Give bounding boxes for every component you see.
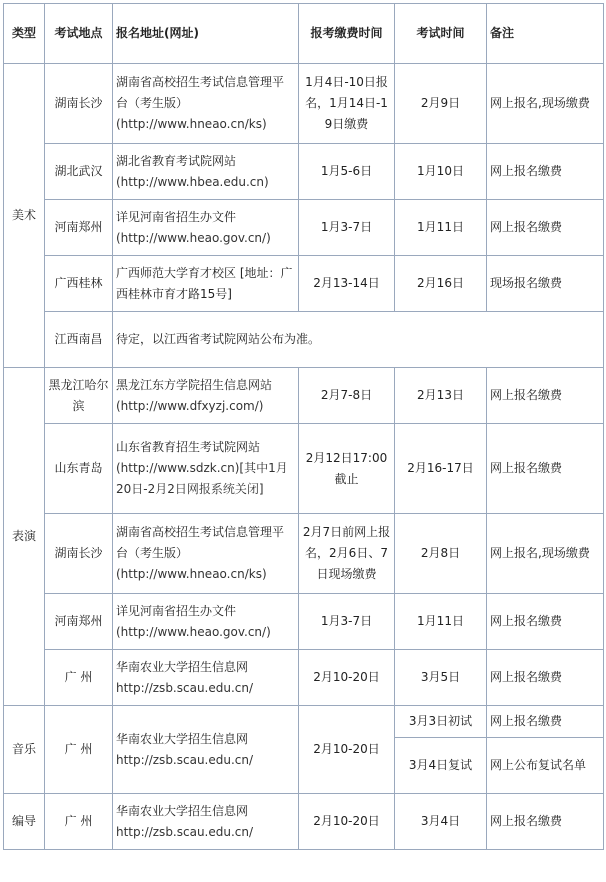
fee-time-cell: 1月3-7日: [299, 594, 395, 650]
location-cell: 广西桂林: [45, 256, 113, 312]
address-cell: [113, 368, 299, 424]
exam-time-cell: 2月16-17日: [395, 424, 487, 514]
exam-time-cell: 2月9日: [395, 64, 487, 144]
address-text: 华南农业大学招生信息网: [116, 803, 249, 818]
fee-time-cell: 1月4日-10日报名，1月14日-19日缴费: [299, 64, 395, 144]
location-cell: 广 州: [45, 706, 113, 794]
address-url: (http://www.hbea.edu.cn): [116, 174, 269, 189]
category-cell: 表演: [4, 368, 45, 706]
fee-time-cell: 2月10-20日: [299, 650, 395, 706]
location-cell: 河南郑州: [45, 200, 113, 256]
header-note: 备注: [487, 4, 604, 64]
address-url: http://zsb.scau.edu.cn/: [116, 824, 254, 839]
location-cell: 湖北武汉: [45, 144, 113, 200]
table-row: [4, 594, 604, 650]
address-cell: 待定，以江西省考试院网站公布为准。: [113, 312, 604, 368]
address-text: 山东省教育招生考试院网站: [116, 440, 261, 454]
address-text: 黑龙江东方学院招生信息网站: [116, 377, 273, 392]
address-cell: [113, 144, 299, 200]
exam-time-cell: 3月5日: [395, 650, 487, 706]
exam-time-cell: 1月11日: [395, 594, 487, 650]
table-row: [4, 256, 604, 312]
category-cell: 编导: [4, 794, 45, 850]
exam-time-cell: 3月4日复试: [395, 738, 487, 794]
category-cell: 美术: [4, 64, 45, 368]
exam-schedule-table: [3, 3, 604, 850]
address-url: (http://www.hneao.cn/ks): [116, 567, 267, 581]
note-cell: 网上报名缴费: [487, 650, 604, 706]
address-url: (http://www.heao.gov.cn/): [116, 624, 271, 639]
address-cell: [113, 64, 299, 144]
exam-time-cell: 1月10日: [395, 144, 487, 200]
address-cell: [113, 514, 299, 594]
address-cell: [113, 200, 299, 256]
header-location: 考试地点: [45, 4, 113, 64]
exam-time-cell: 2月16日: [395, 256, 487, 312]
fee-time-cell: 2月7-8日: [299, 368, 395, 424]
note-cell: 网上报名缴费: [487, 794, 604, 850]
category-cell: 音乐: [4, 706, 45, 794]
header-fee-time: 报考缴费时间: [299, 4, 395, 64]
address-url: http://zsb.scau.edu.cn/: [116, 752, 254, 767]
address-cell: [113, 706, 299, 794]
table-header-row: [4, 4, 604, 64]
location-cell: 广 州: [45, 650, 113, 706]
note-cell: 网上报名缴费: [487, 200, 604, 256]
fee-time-cell: 1月5-6日: [299, 144, 395, 200]
location-cell: 黑龙江哈尔滨: [45, 368, 113, 424]
note-cell: 网上报名,现场缴费: [487, 514, 604, 594]
table-row: [4, 424, 604, 514]
table-row: [4, 514, 604, 594]
address-cell: [113, 594, 299, 650]
fee-time-cell: 2月13-14日: [299, 256, 395, 312]
address-cell: [113, 794, 299, 850]
exam-time-cell: 3月3日初试: [395, 706, 487, 738]
header-exam-time: 考试时间: [395, 4, 487, 64]
address-text: 湖北省教育考试院网站: [116, 153, 237, 168]
table-row: [4, 144, 604, 200]
note-cell: 网上报名缴费: [487, 368, 604, 424]
table-row: [4, 312, 604, 368]
note-cell: 网上报名缴费: [487, 144, 604, 200]
location-cell: 山东青岛: [45, 424, 113, 514]
fee-time-cell: 2月7日前网上报名，2月6日、7日现场缴费: [299, 514, 395, 594]
table-row: [4, 64, 604, 144]
location-cell: 湖南长沙: [45, 64, 113, 144]
address-url: (http://www.sdzk.cn)[其中1月20日-2月2日网报系统关闭]: [116, 461, 288, 496]
address-cell: [113, 650, 299, 706]
table-row: [4, 794, 604, 850]
address-url: http://zsb.scau.edu.cn/: [116, 680, 254, 695]
exam-time-cell: 2月8日: [395, 514, 487, 594]
table-row: [4, 200, 604, 256]
address-text: 详见河南省招生办文件: [116, 209, 237, 224]
address-text: 华南农业大学招生信息网: [116, 659, 249, 674]
exam-time-cell: 2月13日: [395, 368, 487, 424]
address-text: 湖南省高校招生考试信息管理平台（考生版）: [116, 525, 285, 560]
location-cell: 广 州: [45, 794, 113, 850]
exam-time-cell: 1月11日: [395, 200, 487, 256]
fee-time-cell: 2月10-20日: [299, 706, 395, 794]
table-row: [4, 706, 604, 738]
exam-time-cell: 3月4日: [395, 794, 487, 850]
address-cell: 广西师范大学育才校区 [地址：广西桂林市育才路15号]: [113, 256, 299, 312]
address-text: 详见河南省招生办文件: [116, 603, 237, 618]
fee-time-cell: 2月12日17:00截止: [299, 424, 395, 514]
table-row: [4, 368, 604, 424]
note-cell: 网上报名缴费: [487, 594, 604, 650]
address-text: 湖南省高校招生考试信息管理平台（考生版）: [116, 75, 285, 110]
address-url: (http://www.dfxyzj.com/): [116, 398, 264, 413]
note-cell: 网上报名缴费: [487, 706, 604, 738]
address-url: (http://www.heao.gov.cn/): [116, 230, 271, 245]
address-cell: [113, 424, 299, 514]
note-cell: 网上公布复试名单: [487, 738, 604, 794]
note-cell: 网上报名,现场缴费: [487, 64, 604, 144]
fee-time-cell: 1月3-7日: [299, 200, 395, 256]
fee-time-cell: 2月10-20日: [299, 794, 395, 850]
header-type: 类型: [4, 4, 45, 64]
location-cell: 江西南昌: [45, 312, 113, 368]
header-address: 报名地址(网址): [113, 4, 299, 64]
address-text: 华南农业大学招生信息网: [116, 731, 249, 746]
address-url: (http://www.hneao.cn/ks): [116, 117, 267, 131]
location-cell: 河南郑州: [45, 594, 113, 650]
note-cell: 网上报名缴费: [487, 424, 604, 514]
table-row: [4, 650, 604, 706]
note-cell: 现场报名缴费: [487, 256, 604, 312]
location-cell: 湖南长沙: [45, 514, 113, 594]
